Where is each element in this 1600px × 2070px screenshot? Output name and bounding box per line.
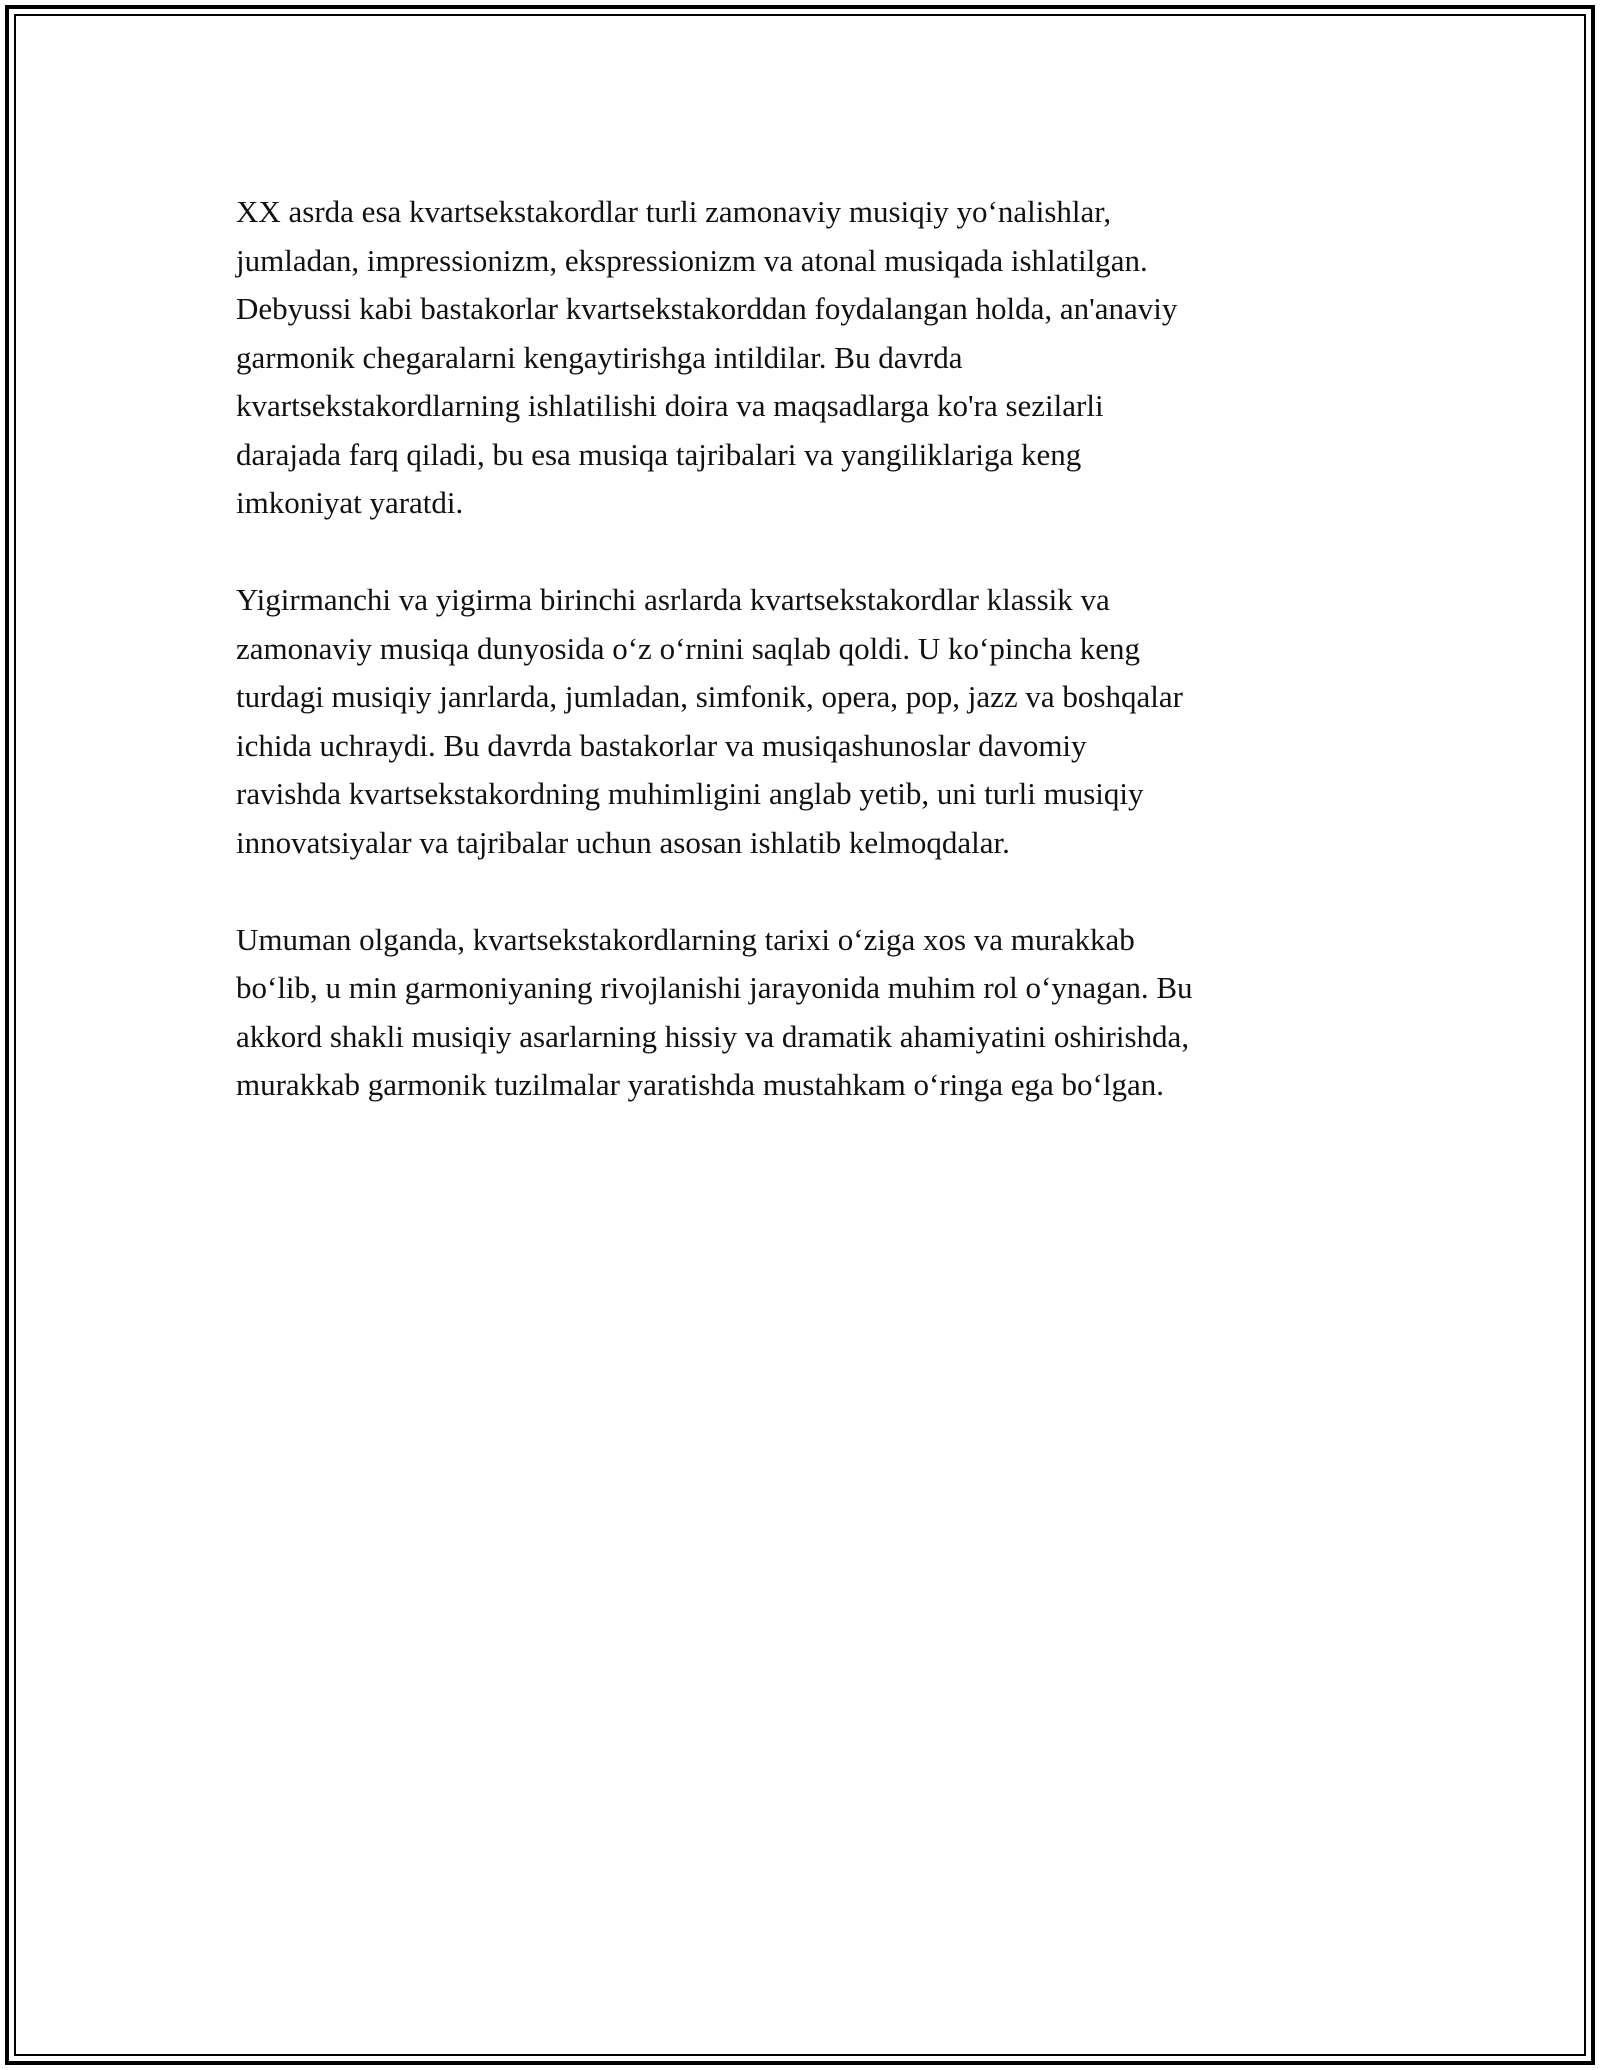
- paragraph-line: Yigirmanchi va yigirma birinchi asrlarda kvartsekstakordlar klassik va: [236, 582, 1110, 617]
- paragraph-2: [236, 576, 1396, 867]
- paragraph-line: akkord shakli musiqiy asarlarning hissiy va dramatik ahamiyatini oshirishda,: [236, 1018, 1190, 1054]
- paragraph-line: ravishda kvartsekstakordning muhimligini anglab yetib, uni turli musiqiy: [236, 776, 1144, 811]
- paragraph-line: bo‘lib, u min garmoniyaning rivojlanishi jarayonida muhim rol o‘ynagan. Bu: [236, 970, 1193, 1005]
- paragraph-line: Debyussi kabi bastakorlar kvartsekstakorddan foydalangan holda, an'anaviy: [236, 291, 1178, 326]
- document-body: [236, 188, 1396, 1158]
- paragraph-line: jumladan, impressionizm, ekspressionizm va atonal musiqada ishlatilgan.: [236, 242, 1148, 278]
- paragraph-line: Umuman olganda, kvartsekstakordlarning tarixi o‘ziga xos va murakkab: [236, 921, 1135, 957]
- paragraph-line: garmonik chegaralarni kengaytirishga intildilar. Bu davrda: [236, 339, 963, 375]
- paragraph-3: [236, 916, 1396, 1110]
- paragraph-line: darajada farq qiladi, bu esa musiqa tajribalari va yangiliklariga keng: [236, 436, 1082, 472]
- paragraph-line: XX asrda esa kvartsekstakordlar turli zamonaviy musiqiy yo‘nalishlar,: [236, 194, 1112, 229]
- paragraph-1: [236, 188, 1396, 528]
- paragraph-line: turdagi musiqiy janrlarda, jumladan, simfonik, opera, pop, jazz va boshqalar: [236, 679, 1183, 714]
- paragraph-line: innovatsiyalar va tajribalar uchun asosan ishlatib kelmoqdalar.: [236, 824, 1010, 860]
- paragraph-line: imkoniyat yaratdi.: [236, 485, 464, 520]
- paragraph-line: ichida uchraydi. Bu davrda bastakorlar va musiqashunoslar davomiy: [236, 727, 1087, 763]
- paragraph-line: zamonaviy musiqa dunyosida o‘z o‘rnini saqlab qoldi. U ko‘pincha keng: [236, 630, 1140, 666]
- paragraph-line: murakkab garmonik tuzilmalar yaratishda mustahkam o‘ringa ega bo‘lgan.: [236, 1067, 1164, 1102]
- paragraph-line: kvartsekstakordlarning ishlatilishi doira va maqsadlarga ko'ra sezilarli: [236, 388, 1104, 423]
